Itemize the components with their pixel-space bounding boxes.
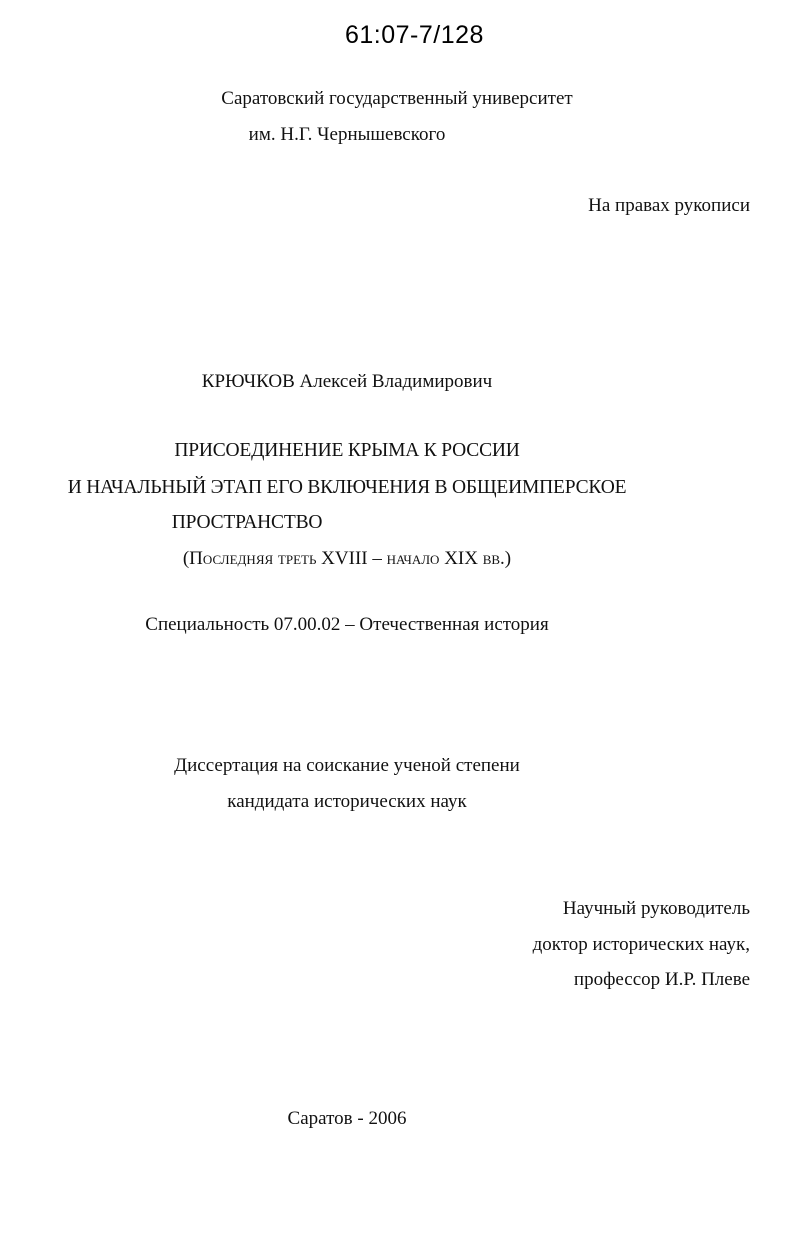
archive-stamp-code: 61:07-7/128: [345, 21, 484, 49]
supervisor-heading: Научный руководитель: [562, 898, 750, 919]
place-and-year: Саратов - 2006: [287, 1108, 407, 1129]
thesis-title-line-2: И НАЧАЛЬНЫЙ ЭТАП ЕГО ВКЛЮЧЕНИЯ В ОБЩЕИМПЕРСКОЕ: [67, 477, 627, 498]
manuscript-rights-note: На правах рукописи: [588, 195, 750, 216]
institution-named-after: им. Н.Г. Чернышевского: [248, 124, 446, 145]
dissertation-degree-line-2: кандидата исторических наук: [227, 791, 467, 812]
specialty-line: Специальность 07.00.02 – Отечественная история: [145, 614, 549, 635]
dissertation-degree-line-1: Диссертация на соискание ученой степени: [174, 755, 520, 776]
institution-name: Саратовский государственный университет: [221, 88, 573, 109]
supervisor-degree: доктор исторических наук,: [532, 934, 750, 955]
supervisor-name: профессор И.Р. Плеве: [573, 969, 750, 990]
thesis-title-line-3: ПРОСТРАНСТВО: [171, 512, 323, 533]
author-name: КРЮЧКОВ Алексей Владимирович: [201, 371, 493, 392]
thesis-subtitle-period: (Последняя треть XVIII – начало XIX вв.): [182, 548, 512, 569]
thesis-title-line-1: ПРИСОЕДИНЕНИЕ КРЫМА К РОССИИ: [174, 440, 520, 461]
